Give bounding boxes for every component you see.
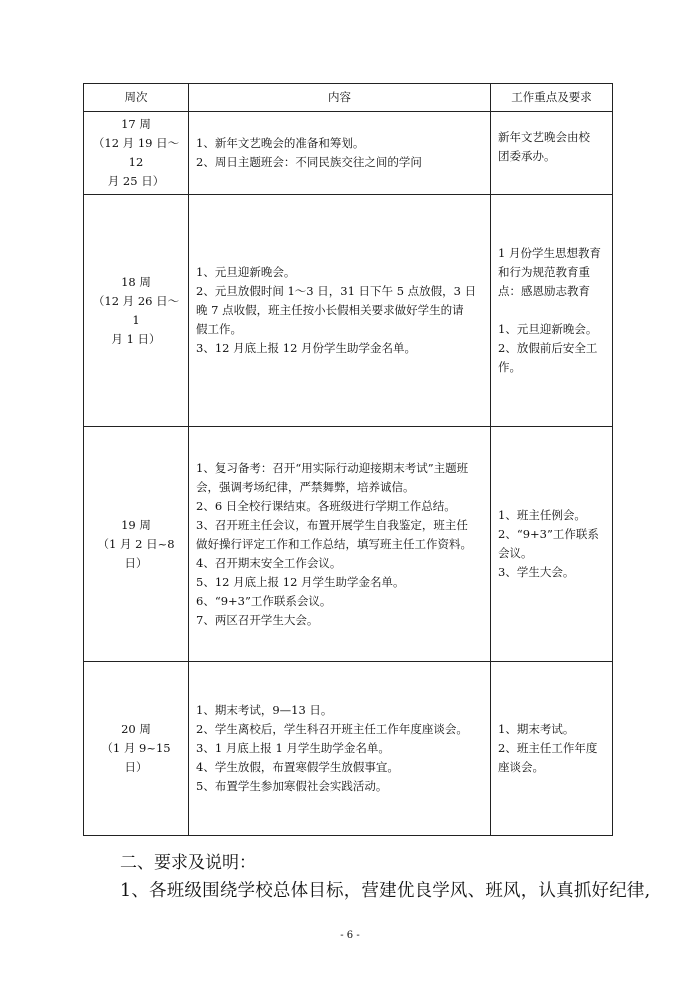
focus-cell (491, 662, 613, 836)
content-line: 假工作。 (196, 322, 242, 336)
content-line: 6、“9+3”工作联系会议。 (196, 593, 332, 608)
table-row (84, 112, 613, 195)
content-line: 1、新年文艺晚会的准备和筹划。 (196, 136, 365, 150)
week-line: （1 月 2 日~8 日） (97, 536, 175, 570)
table-row (84, 427, 613, 662)
week-line: 月 25 日） (107, 174, 165, 188)
content-line: 5、12 月底上报 12 月学生助学金名单。 (196, 574, 405, 589)
content-line: 1、期末考试，9—13 日。 (196, 703, 333, 717)
content-line: 2、周日主题班会：不同民族交往之间的学问 (196, 155, 422, 169)
focus-line: 1、班主任例会。 (498, 508, 586, 522)
focus-line: 1、期末考试。 (498, 722, 575, 736)
content-line: 3、召开班主任会议，布置开展学生自我鉴定，班主任 (196, 517, 468, 532)
focus-line: 3、学生大会。 (498, 565, 575, 579)
content-cell (189, 112, 491, 195)
focus-cell (491, 195, 613, 427)
content-line: 2、学生离校后，学生科召开班主任工作年度座谈会。 (196, 722, 468, 736)
content-line: 2、6 日全校行课结束。各班级进行学期工作总结。 (196, 498, 456, 513)
week-line: （12 月 26 日～1 (92, 293, 180, 327)
week-cell (84, 195, 189, 427)
table-header-row (84, 84, 613, 112)
weekly-schedule-table (83, 83, 613, 836)
content-cell (189, 427, 491, 662)
table-row (84, 195, 613, 427)
focus-line: 团委承办。 (498, 149, 556, 163)
focus-line: 2、“9+3”工作联系 (498, 527, 599, 541)
focus-line: 会议。 (498, 546, 533, 560)
week-line: （12 月 19 日～12 (92, 136, 180, 169)
requirement-paragraph: 1、各班级围绕学校总体目标，营建优良学风、班风，认真抓好纪律, (120, 881, 651, 901)
focus-line: 座谈会。 (498, 760, 544, 774)
focus-line: 作。 (498, 360, 521, 374)
content-line: 做好操行评定工作和工作总结，填写班主任工作资料。 (196, 536, 472, 551)
content-line: 4、学生放假，布置寒假学生放假事宜。 (196, 760, 399, 774)
section-heading: 二、要求及说明： (120, 853, 256, 873)
content-line: 1、复习备考：召开“用实际行动迎接期末考试”主题班 (196, 460, 469, 475)
focus-cell (491, 427, 613, 662)
content-line: 3、1 月底上报 1 月学生助学金名单。 (196, 741, 390, 755)
week-line: 19 周 (121, 517, 151, 532)
content-line: 2、元旦放假时间 1～3 日，31 日下午 5 点放假，3 日 (196, 284, 477, 298)
header-focus: 工作重点及要求 (491, 84, 613, 112)
content-cell (189, 662, 491, 836)
content-line: 会，强调考场纪律，严禁舞弊，培养诚信。 (196, 479, 415, 494)
content-line: 3、12 月底上报 12 月份学生助学金名单。 (196, 341, 417, 355)
focus-line: 点：感恩励志教育 (498, 284, 590, 298)
focus-cell (491, 112, 613, 195)
focus-line: 和行为规范教育重 (498, 265, 590, 279)
focus-line: 1 月份学生思想教育 (498, 246, 601, 260)
table-row (84, 662, 613, 836)
week-cell (84, 662, 189, 836)
week-line: 20 周 (121, 722, 151, 736)
focus-line: 新年文艺晚会由校 (498, 130, 590, 144)
content-line: 4、召开期末安全工作会议。 (196, 555, 342, 570)
content-line: 1、元旦迎新晚会。 (196, 265, 296, 279)
header-content: 内容 (189, 84, 491, 112)
week-cell (84, 112, 189, 195)
content-line: 5、布置学生参加寒假社会实践活动。 (196, 779, 388, 793)
content-line: 晚 7 点收假，班主任按小长假相关要求做好学生的请 (196, 303, 464, 317)
week-line: 17 周 (121, 117, 151, 131)
week-line: 18 周 (121, 274, 151, 289)
week-line: 月 1 日） (111, 331, 161, 346)
focus-line: 1、元旦迎新晚会。 (498, 322, 598, 336)
content-line: 7、两区召开学生大会。 (196, 612, 319, 627)
week-line: （1 月 9~15 日） (101, 741, 171, 774)
focus-line: 2、班主任工作年度 (498, 741, 598, 755)
focus-line: 2、放假前后安全工 (498, 341, 598, 355)
content-cell (189, 195, 491, 427)
page-number: - 6 - (340, 930, 360, 941)
focus-spacer (498, 301, 605, 320)
header-week: 周次 (84, 84, 189, 112)
week-cell (84, 427, 189, 662)
